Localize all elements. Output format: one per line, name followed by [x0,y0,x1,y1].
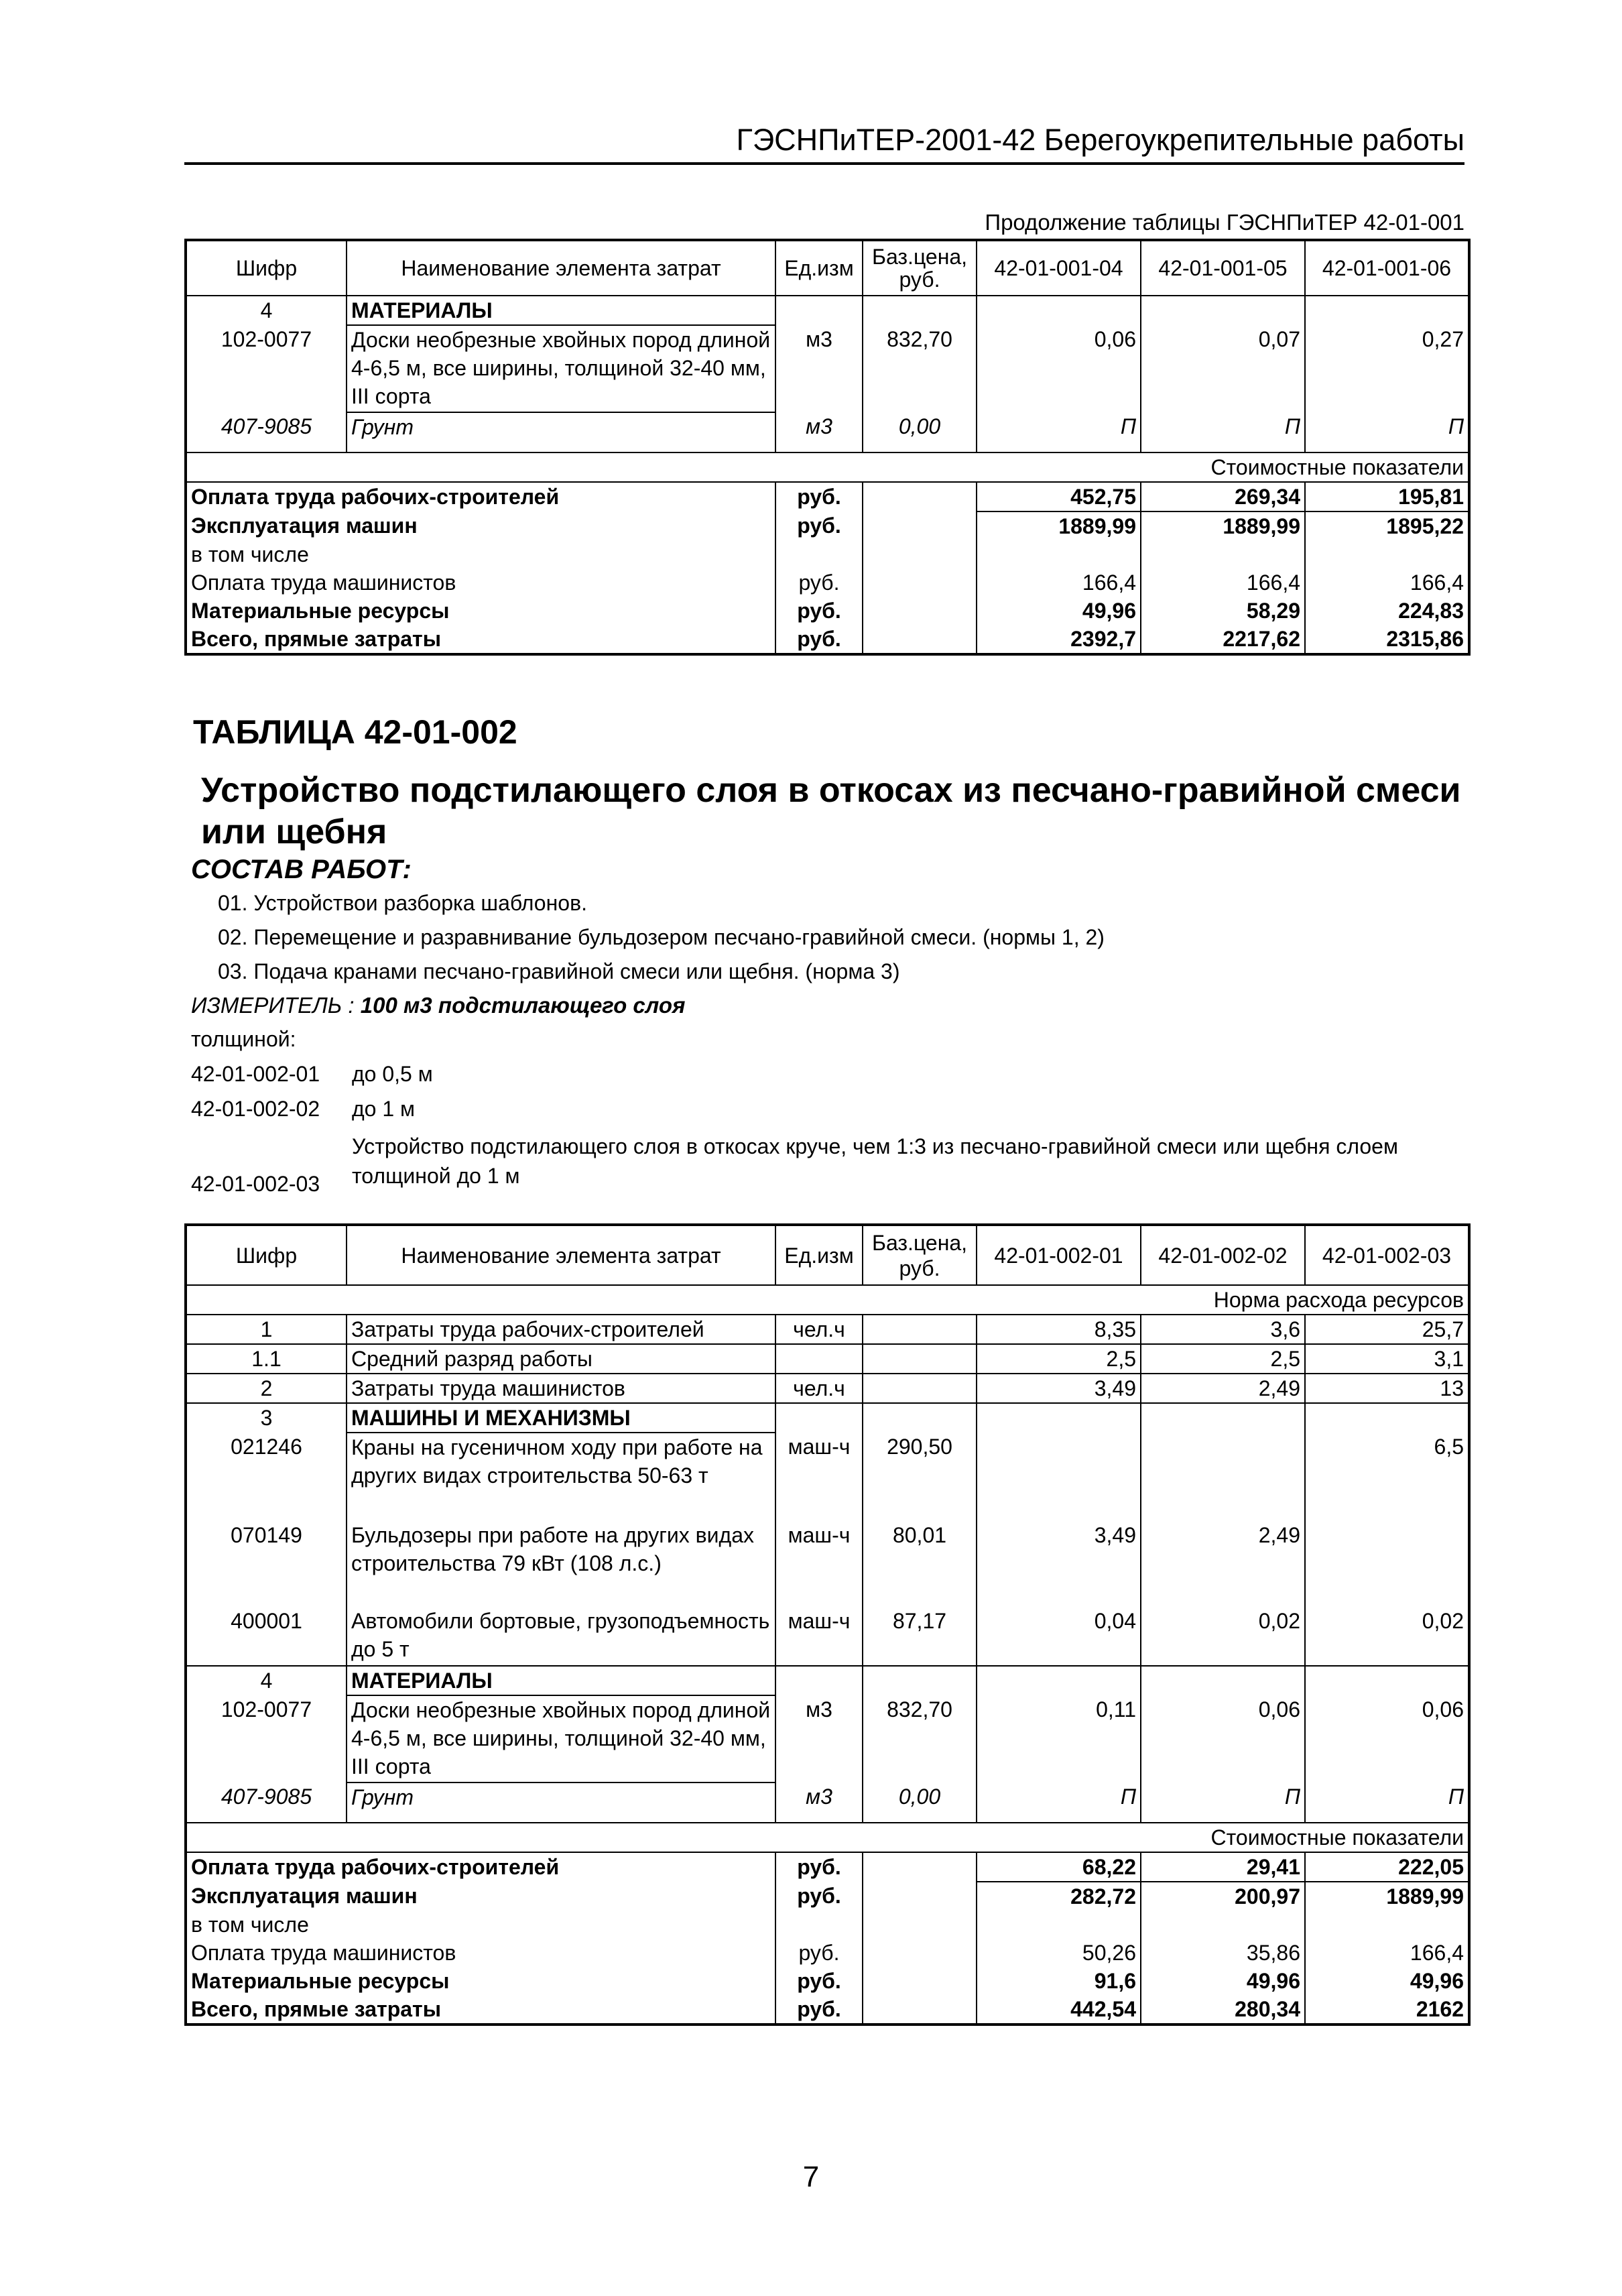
cost-unit: руб. [775,1967,863,1995]
cost-name: Оплата труда машинистов [186,1939,775,1967]
norm-code: 42-01-002-03 [191,1172,320,1196]
cost-value: 269,34 [1141,482,1305,511]
cost-price-empty [863,1911,977,1939]
norm-code: 42-01-002-01 [191,1062,320,1086]
cost-name: Материальные ресурсы [186,597,775,625]
cost-value: 166,4 [1305,1939,1469,1967]
column-header: Баз.цена, руб. [863,240,977,296]
cell-name: Бульдозеры при работе на других видах строительства 79 кВт (108 л.с.) [347,1521,775,1607]
norm-code: 42-01-002-02 [191,1097,320,1121]
column-header: Ед.изм [775,1225,863,1285]
cost-row [186,1967,1469,1995]
cell-value [1305,1666,1469,1695]
cell-value: 0,06 [1141,1695,1305,1783]
cell-value [1141,1666,1305,1695]
cost-value [1305,1911,1469,1939]
table-row [186,1344,1469,1374]
cost-name: Оплата труда рабочих-строителей [186,1852,775,1882]
cell-price: 832,70 [863,1695,977,1783]
cost-value [977,1911,1141,1939]
cell-price [863,1315,977,1344]
cost-header: Стоимостные показатели [186,1823,1469,1852]
measurer-separator: : [342,993,361,1018]
cell-value: 2,5 [1141,1344,1305,1374]
cost-unit: руб. [775,1882,863,1911]
cell-name: Грунт [347,1783,775,1823]
work-item: 01. Устройствои разборка шаблонов. [218,891,587,915]
cost-value: 452,75 [977,482,1141,511]
cost-value [1141,1911,1305,1939]
cell-value: 6,5 [1305,1433,1469,1521]
cost-value [1305,540,1469,568]
cell-value [1141,296,1305,325]
cost-value [977,540,1141,568]
cost-value: 224,83 [1305,597,1469,625]
cost-value: 1895,22 [1305,511,1469,540]
table-row [186,1374,1469,1403]
cell-value [1305,1403,1469,1433]
measurer [191,991,685,1020]
cell-name: Доски необрезные хвойных пород длиной 4-6,5 м, все ширины, толщиной 32-40 мм, III сорта [347,325,775,412]
cost-price-empty [863,625,977,654]
cost-value: 200,97 [1141,1882,1305,1911]
cost-value: 91,6 [977,1967,1141,1995]
column-header: Шифр [186,240,347,296]
norm-header: Норма расхода ресурсов [186,1285,1469,1315]
cost-value: 49,96 [1141,1967,1305,1995]
cost-row [186,1995,1469,2025]
cell-unit [775,296,863,325]
cell-price: 832,70 [863,325,977,412]
cost-value: 50,26 [977,1939,1141,1967]
cost-value: 166,4 [977,568,1141,597]
cell-code: 1.1 [186,1344,347,1374]
cell-price: 87,17 [863,1607,977,1666]
cell-price [863,296,977,325]
column-header: 42-01-001-04 [977,240,1141,296]
cell-value: 3,49 [977,1521,1141,1607]
cost-value: 166,4 [1141,568,1305,597]
cost-value: 1889,99 [977,511,1141,540]
cell-value: 3,6 [1141,1315,1305,1344]
cell-name: Краны на гусеничном ходу при работе на других видах строительства 50-63 т [347,1433,775,1521]
cell-value: 13 [1305,1374,1469,1403]
cost-name: Оплата труда машинистов [186,568,775,597]
table-42-01-001-continuation [184,239,1471,656]
cost-value: 68,22 [977,1852,1141,1882]
cell-value: 3,1 [1305,1344,1469,1374]
table-row [186,325,1469,412]
cell-code: 4 [186,1666,347,1695]
cost-price-empty [863,1852,977,1882]
cell-name: МАТЕРИАЛЫ [347,296,775,325]
cost-name: Всего, прямые затраты [186,625,775,654]
cell-value: П [1141,412,1305,452]
cell-name: МАШИНЫ И МЕХАНИЗМЫ [347,1403,775,1433]
table-header-row [186,1225,1469,1285]
cost-unit: руб. [775,482,863,511]
cost-header: Стоимостные показатели [186,452,1469,482]
cost-price-empty [863,1967,977,1995]
cell-unit: м3 [775,412,863,452]
cell-unit [775,1344,863,1374]
cost-value: 166,4 [1305,568,1469,597]
cost-name: Всего, прямые затраты [186,1995,775,2025]
cell-code: 407-9085 [186,412,347,452]
cost-price-empty [863,1882,977,1911]
cost-value: 1889,99 [1141,511,1305,540]
cell-value: 8,35 [977,1315,1141,1344]
cost-price-empty [863,597,977,625]
cost-name: в том числе [186,540,775,568]
cell-code: 407-9085 [186,1783,347,1823]
table-row [186,1521,1469,1607]
cost-price-empty [863,482,977,511]
cell-unit: маш-ч [775,1433,863,1521]
cost-value: 2392,7 [977,625,1141,654]
cell-value: 3,49 [977,1374,1141,1403]
page-header: ГЭСНПиТЕР-2001-42 Берегоукрепительные работы [184,121,1464,165]
cost-value: 49,96 [1305,1967,1469,1995]
cell-unit: маш-ч [775,1521,863,1607]
cost-row [186,1852,1469,1882]
cell-value: 0,11 [977,1695,1141,1783]
cost-unit: руб. [775,1939,863,1967]
table-row [186,1315,1469,1344]
cell-price: 80,01 [863,1521,977,1607]
cell-value: П [1305,412,1469,452]
cost-price-empty [863,568,977,597]
cell-value: П [1141,1783,1305,1823]
column-header: Шифр [186,1225,347,1285]
cost-price-empty [863,511,977,540]
cost-price-empty [863,1939,977,1967]
norm-text: до 1 м [352,1097,416,1121]
cost-row [186,540,1469,568]
cost-unit [775,540,863,568]
cost-row [186,568,1469,597]
table-row [186,1433,1469,1521]
cost-row [186,1882,1469,1911]
cost-row [186,1939,1469,1967]
cell-unit: чел.ч [775,1315,863,1344]
cell-code: 400001 [186,1607,347,1666]
cell-price [863,1344,977,1374]
cell-value: 0,06 [1305,1695,1469,1783]
column-header: 42-01-002-03 [1305,1225,1469,1285]
table-row [186,296,1469,325]
cell-name: Автомобили бортовые, грузоподъемность до 5 т [347,1607,775,1666]
cost-value: 442,54 [977,1995,1141,2025]
cost-unit: руб. [775,625,863,654]
cost-name: Эксплуатация машин [186,511,775,540]
cell-code: 1 [186,1315,347,1344]
cell-name: Доски необрезные хвойных пород длиной 4-6,5 м, все ширины, толщиной 32-40 мм, III сорта [347,1695,775,1783]
cost-price-empty [863,540,977,568]
cell-value: 0,06 [977,325,1141,412]
cell-value [977,1433,1141,1521]
cost-value: 29,41 [1141,1852,1305,1882]
table-header-row [186,240,1469,296]
works-heading: СОСТАВ РАБОТ: [191,855,412,884]
cost-value: 35,86 [1141,1939,1305,1967]
cell-name: МАТЕРИАЛЫ [347,1666,775,1695]
cost-value: 49,96 [977,597,1141,625]
cost-row [186,1911,1469,1939]
norm-text: до 0,5 м [352,1062,433,1086]
norm-section-header [186,1285,1469,1315]
cost-value: 1889,99 [1305,1882,1469,1911]
cell-code: 102-0077 [186,1695,347,1783]
cost-row [186,511,1469,540]
cell-value [1141,1433,1305,1521]
table-row [186,412,1469,452]
cell-unit: маш-ч [775,1607,863,1666]
column-header: 42-01-001-06 [1305,240,1469,296]
cell-value [977,1403,1141,1433]
cell-value [1305,1521,1469,1607]
cost-value: 2315,86 [1305,625,1469,654]
cell-value: П [977,1783,1141,1823]
cost-unit [775,1911,863,1939]
work-item: 03. Подача кранами песчано-гравийной смеси или щебня. (норма 3) [218,959,900,983]
cell-unit [775,1666,863,1695]
page-number: 7 [802,2161,820,2193]
cell-code: 021246 [186,1433,347,1521]
table-row [186,1607,1469,1666]
table-row [186,1666,1469,1695]
table-42-01-002 [184,1223,1471,2026]
cell-price: 290,50 [863,1433,977,1521]
cell-unit: м3 [775,1783,863,1823]
cell-value [977,296,1141,325]
cell-value: 0,07 [1141,325,1305,412]
cell-unit: м3 [775,325,863,412]
cell-value: 0,02 [1305,1607,1469,1666]
cell-code: 3 [186,1403,347,1433]
cell-price [863,1374,977,1403]
column-header: Ед.изм [775,240,863,296]
cost-value: 222,05 [1305,1852,1469,1882]
cell-name: Грунт [347,412,775,452]
cell-value [1305,296,1469,325]
measurer-value: 100 м3 подстилающего слоя [360,993,686,1018]
table-row [186,1783,1469,1823]
cell-code: 070149 [186,1521,347,1607]
cost-row [186,482,1469,511]
cell-price: 0,00 [863,1783,977,1823]
cost-value: 195,81 [1305,482,1469,511]
cost-name: Эксплуатация машин [186,1882,775,1911]
measurer-label: ИЗМЕРИТЕЛЬ [191,993,342,1018]
cell-value: 2,49 [1141,1521,1305,1607]
cell-value: 0,27 [1305,325,1469,412]
cell-code: 4 [186,296,347,325]
cost-unit: руб. [775,597,863,625]
column-header: Наименование элемента затрат [347,1225,775,1285]
cell-unit: м3 [775,1695,863,1783]
cost-unit: руб. [775,1852,863,1882]
table-title: ТАБЛИЦА 42-01-002 [193,713,517,751]
table-row [186,1695,1469,1783]
cost-name: Материальные ресурсы [186,1967,775,1995]
cost-value: 2162 [1305,1995,1469,2025]
cell-price [863,1403,977,1433]
cell-value: 0,02 [1141,1607,1305,1666]
cell-value: 2,5 [977,1344,1141,1374]
column-header: Наименование элемента затрат [347,240,775,296]
cost-row [186,597,1469,625]
cell-unit [775,1403,863,1433]
cost-value [1141,540,1305,568]
cost-value: 282,72 [977,1882,1141,1911]
cell-price: 0,00 [863,412,977,452]
work-item: 02. Перемещение и разравнивание бульдозером песчано-гравийной смеси. (нормы 1, 2) [218,925,1105,949]
table-continuation-caption: Продолжение таблицы ГЭСНПиТЕР 42-01-001 [985,210,1464,235]
cost-value: 58,29 [1141,597,1305,625]
cell-value: 25,7 [1305,1315,1469,1344]
column-header: 42-01-002-02 [1141,1225,1305,1285]
column-header: Баз.цена, руб. [863,1225,977,1285]
cell-name: Средний разряд работы [347,1344,775,1374]
thickness-label: толщиной: [191,1027,296,1051]
cell-name: Затраты труда машинистов [347,1374,775,1403]
cost-section-header [186,452,1469,482]
norm-text: Устройство подстилающего слоя в откосах круче, чем 1:3 из песчано-гравийной смеси или щебня слоем толщиной до 1 м [352,1134,1398,1188]
table-subtitle: Устройство подстилающего слоя в откосах из песчано-гравийной смеси или щебня [201,771,1461,851]
column-header: 42-01-001-05 [1141,240,1305,296]
cell-name: Затраты труда рабочих-строителей [347,1315,775,1344]
cell-value [1141,1403,1305,1433]
cell-value: 2,49 [1141,1374,1305,1403]
cell-value: П [977,412,1141,452]
cost-unit: руб. [775,1995,863,2025]
cost-unit: руб. [775,511,863,540]
cost-value: 280,34 [1141,1995,1305,2025]
cost-row [186,625,1469,654]
cost-name: Оплата труда рабочих-строителей [186,482,775,511]
cost-unit: руб. [775,568,863,597]
cell-code: 102-0077 [186,325,347,412]
cell-code: 2 [186,1374,347,1403]
cost-price-empty [863,1995,977,2025]
table-row [186,1403,1469,1433]
cell-value: 0,04 [977,1607,1141,1666]
cell-value: П [1305,1783,1469,1823]
cost-value: 2217,62 [1141,625,1305,654]
cost-name: в том числе [186,1911,775,1939]
cell-value [977,1666,1141,1695]
cell-price [863,1666,977,1695]
column-header: 42-01-002-01 [977,1225,1141,1285]
cell-unit: чел.ч [775,1374,863,1403]
cost-section-header [186,1823,1469,1852]
